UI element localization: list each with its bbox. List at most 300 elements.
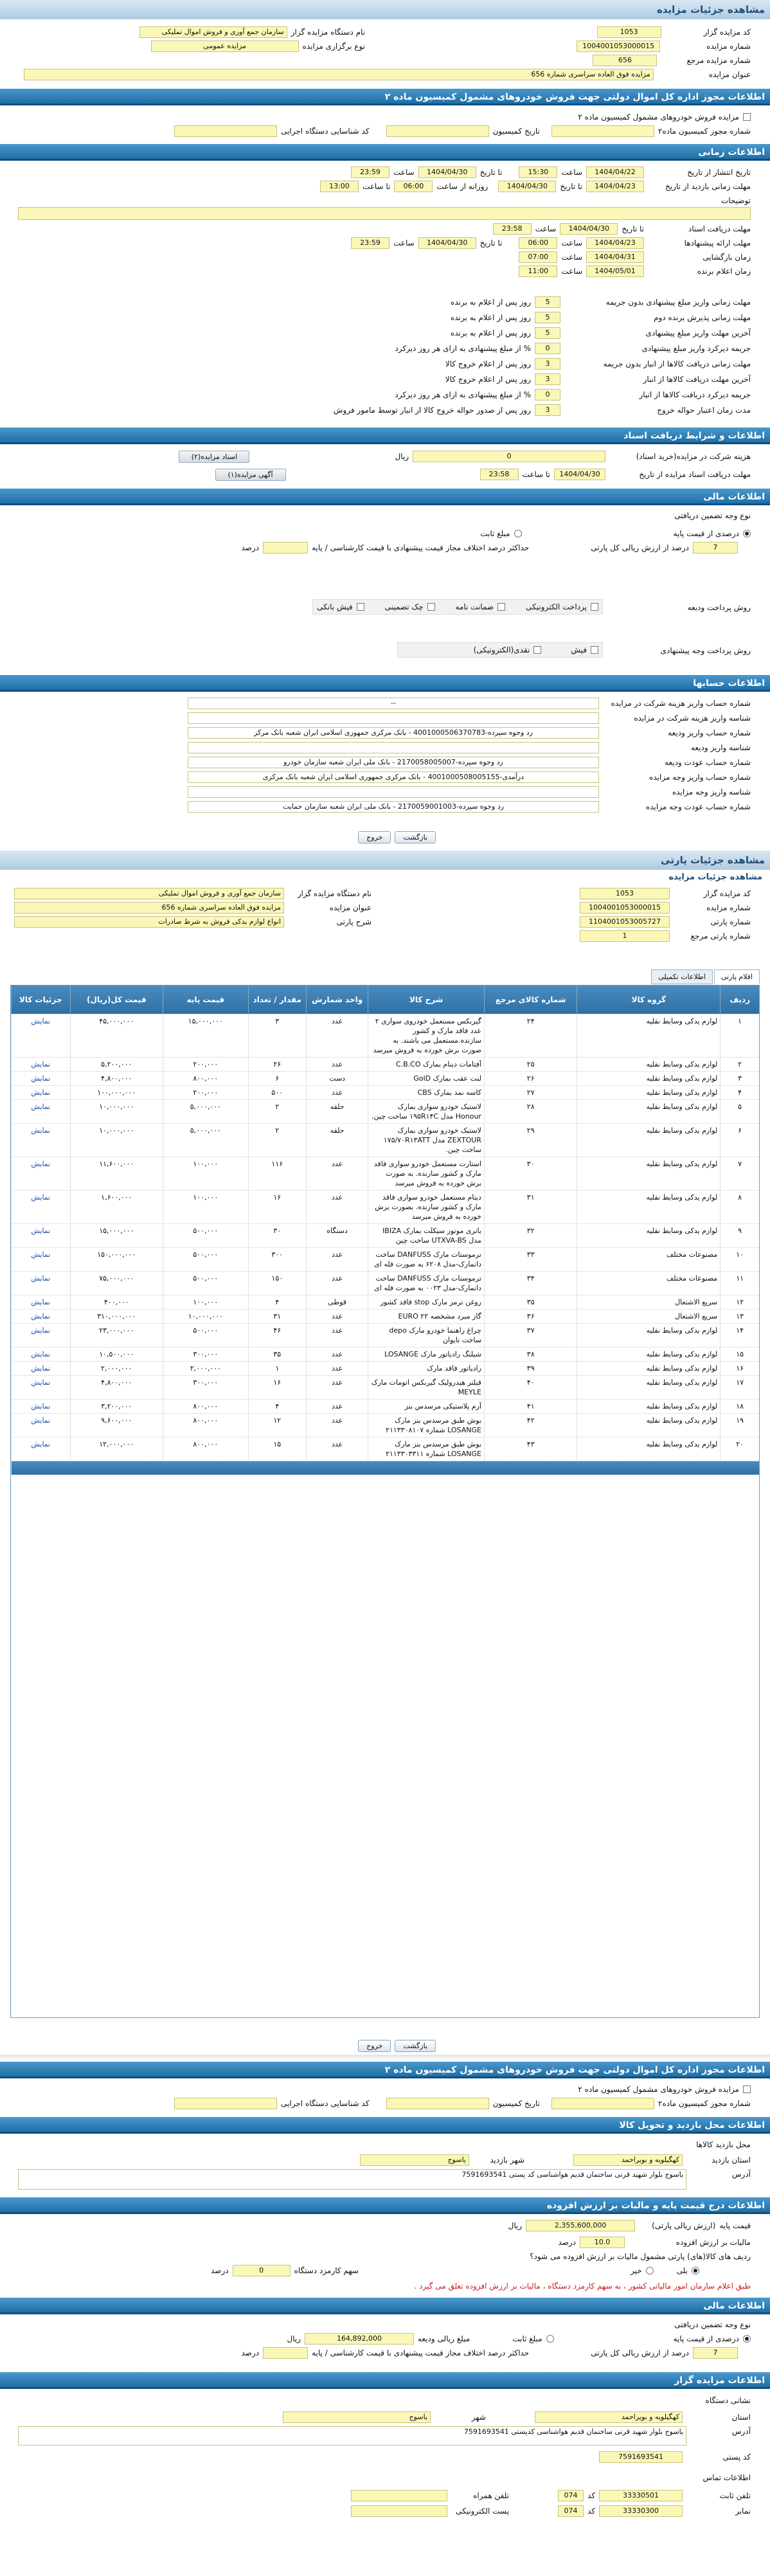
percent-value-field: 7 [693, 542, 738, 554]
table-cell: ۳۰۰,۰۰۰ [163, 1347, 248, 1361]
table-cell: ۴,۸۰۰,۰۰۰ [70, 1375, 163, 1399]
account-value: -- [188, 698, 599, 709]
auction-code-label: کد مزایده گزار [703, 28, 751, 37]
location-province-row [360, 2154, 751, 2166]
table-cell: شیلنگ رادیاتور مارک LOSANGE [368, 1347, 485, 1361]
detail-link[interactable]: نمایش [31, 1274, 51, 1283]
lot-percent-value-field: 7 [693, 2347, 738, 2359]
account-row [108, 800, 751, 813]
license-no-field [551, 125, 654, 137]
tab-lot-items[interactable]: اقلام پارتی [714, 969, 760, 984]
table-cell: ۸۰۰,۰۰۰ [163, 1413, 248, 1437]
postal-field: 7591693541 [599, 2451, 683, 2463]
table-cell: ۲۶ [248, 1057, 306, 1071]
bid-from-field: 1404/04/23 [586, 237, 644, 249]
detail-link[interactable]: نمایش [31, 1226, 51, 1235]
visit-from-field: 1404/04/23 [586, 181, 644, 192]
table-cell: لوازم یدکی وسایط نقلیه [577, 1399, 721, 1413]
announce-time-field: 11:00 [519, 266, 557, 277]
table-cell: ۲ [248, 1099, 306, 1123]
detail-link[interactable]: نمایش [31, 1416, 51, 1425]
account-value: رد وجوه سپرده-2170059001003 - بانک ملی ایران شعبه سازمان حمایت [188, 801, 599, 813]
publish-to-field: 1404/04/30 [418, 167, 476, 178]
open-date-field: 1404/04/31 [586, 251, 644, 263]
table-cell: ۱۵ [721, 1347, 759, 1361]
auction-title-label: عنوان مزایده [708, 70, 751, 79]
lot-license-date-field [386, 2098, 489, 2109]
table-cell: لوازم یدکی وسایط نقلیه [577, 1413, 721, 1437]
announce-label: زمان اعلام برنده [697, 267, 751, 276]
address-field: یاسوج بلوار شهید قرنی ساختمان قدیم هواشناسی کد پستی 7591693541 [18, 2169, 686, 2190]
table-row [12, 1071, 760, 1085]
rule-label: جریمه دیرکرد واریز مبلغ پیشنهادی [641, 344, 751, 353]
items-body [12, 1014, 760, 1475]
lot-title-field: مزایده فوق العاده سراسری شماره 656 [14, 902, 284, 914]
table-cell: عدد [306, 1247, 368, 1271]
rule-label: مهلت زمانی پذیرش برنده دوم [654, 313, 751, 322]
column-header[interactable]: مقدار / تعداد [248, 986, 306, 1014]
detail-link[interactable]: نمایش [31, 1126, 51, 1135]
lot-title-label: عنوان مزایده [329, 903, 372, 912]
table-cell: دستگاه [306, 1223, 368, 1247]
table-cell: عدد [306, 1361, 368, 1375]
lot-number-row [580, 901, 751, 914]
lot-no-row [580, 915, 751, 928]
doc-deadline2-row [215, 468, 751, 481]
table-cell: ۲۹ [484, 1123, 577, 1157]
doc-deadline-label: مهلت دریافت اسناد [688, 224, 751, 233]
lot-license-no-field [551, 2098, 654, 2109]
diff-unit: درصد [241, 543, 260, 552]
column-header[interactable]: جزئیات کالا [12, 986, 71, 1014]
fixed-radio[interactable] [514, 530, 522, 537]
bid-method-slip-checkbox[interactable] [591, 646, 598, 654]
deposit-amount-label: مبلغ ریالی ودیعه [418, 2334, 470, 2343]
publish-label: تاریخ انتشار از تاریخ [687, 168, 751, 177]
commission-sale-checkbox[interactable] [743, 113, 751, 121]
table-row [12, 1413, 760, 1437]
vat-question: ردیف های کالا(های) پارتی مشمول مالیات بر ارزش افزوده می شود؟ [530, 2252, 751, 2261]
doc-deadline-date: 1404/04/30 [560, 223, 618, 235]
contact-city-label: شهر [471, 2413, 486, 2422]
lot-financial-header: اطلاعات مالی [0, 2298, 770, 2314]
table-cell: ۳۹ [484, 1361, 577, 1375]
auction-docs-link[interactable]: اسناد مزایده(۲) [179, 451, 249, 463]
rule-row [172, 296, 751, 309]
table-cell: ۵۰۰,۰۰۰ [163, 1223, 248, 1247]
table-cell: ۸۰۰,۰۰۰ [163, 1437, 248, 1461]
bid-method-slip-label: فیش [571, 645, 587, 654]
lot-exec-id-field [174, 2098, 277, 2109]
table-cell: ۳۵ [248, 1347, 306, 1361]
vat-yes-radio[interactable] [692, 2267, 699, 2274]
license-date-field [386, 125, 489, 137]
table-row [12, 1375, 760, 1399]
lot-exec-id-label: کد شناسایی دستگاه اجرایی [281, 2099, 370, 2108]
table-row [12, 1271, 760, 1295]
publish-row [351, 166, 751, 179]
lot-back-button[interactable]: بازگشت [395, 2040, 436, 2052]
vat-notice-row [414, 2280, 751, 2292]
visit-label: مهلت زمانی بازدید از تاریخ [665, 182, 751, 191]
table-cell: ۴ [721, 1085, 759, 1099]
method-electronic-label: پرداخت الکترونیکی [526, 602, 587, 611]
account-row [108, 726, 751, 739]
rule-row [172, 311, 751, 324]
detail-link[interactable]: نمایش [31, 1439, 51, 1448]
table-cell: عدد [306, 1271, 368, 1295]
open-row [519, 251, 751, 264]
exit-button[interactable]: خروج [358, 831, 391, 843]
table-cell: لوازم یدکی وسایط نقلیه [577, 1071, 721, 1085]
bid-method-cash-checkbox[interactable] [533, 646, 541, 654]
detail-link[interactable]: نمایش [31, 1088, 51, 1097]
table-cell: حلقه [306, 1099, 368, 1123]
account-row [108, 771, 751, 784]
items-header-row [12, 986, 760, 1014]
publish-time-label: ساعت [561, 168, 582, 177]
auction-type-label: نوع برگزاری مزایده [302, 42, 365, 51]
doc-deadline2-date: 1404/04/30 [554, 469, 605, 480]
table-cell: ۳۲ [484, 1223, 577, 1247]
table-cell: ۱۶ [721, 1361, 759, 1375]
table-cell: ۱۵۰,۰۰۰,۰۰۰ [70, 1247, 163, 1271]
deposit-methods-group [312, 599, 603, 615]
phone-code-label: کد [587, 2491, 595, 2500]
doc-deadline2-time-label: تا ساعت [522, 470, 550, 479]
detail-link[interactable]: نمایش [31, 1378, 51, 1387]
method-electronic-checkbox[interactable] [591, 603, 598, 611]
page-title: مشاهده جزئیات مزایده [0, 0, 770, 19]
auction-number-row [577, 40, 751, 53]
lot-device-label: نام دستگاه مزایده گزار [297, 889, 372, 898]
table-cell: ۲,۰۰۰,۰۰۰ [70, 1361, 163, 1375]
rules-list [172, 296, 751, 419]
table-cell: ۱۲ [721, 1295, 759, 1309]
rule-row [172, 357, 751, 370]
table-cell: سریع الاشتعال [577, 1309, 721, 1323]
detail-link[interactable]: نمایش [31, 1250, 51, 1259]
bid-to-time-field: 23:59 [351, 237, 389, 249]
deposit-methods-row [622, 601, 751, 614]
open-time-field: 07:00 [519, 251, 557, 263]
table-cell: لنت عقب بمارک GolD [368, 1071, 485, 1085]
table-cell: ۱۰۰,۰۰۰ [163, 1157, 248, 1190]
device-name-row [139, 26, 365, 39]
contact-address-row [686, 2425, 751, 2438]
column-header[interactable]: شرح کالا [368, 986, 485, 1014]
mobile-field [351, 2490, 447, 2501]
email-field [351, 2505, 447, 2517]
rule-suffix: روز پس از اعلام خروج کالا [445, 359, 531, 368]
deposit-type-title-row [674, 509, 751, 522]
lot-exit-button[interactable]: خروج [358, 2040, 391, 2052]
detail-link[interactable]: نمایش [31, 1401, 51, 1410]
bid-methods-group [397, 642, 603, 658]
location-title-row [696, 2138, 751, 2151]
table-cell: لوازم یدکی وسایط نقلیه [577, 1123, 721, 1157]
table-cell: ۱۰,۵۰۰,۰۰۰ [70, 1347, 163, 1361]
base-price-unit: ریال [508, 2221, 523, 2230]
panel2-buttons [358, 2039, 436, 2052]
vat-row [558, 2236, 751, 2249]
table-row [12, 1323, 760, 1347]
detail-link[interactable]: نمایش [31, 1364, 51, 1373]
location-header: اطلاعات محل بازدید و تحویل کالا [0, 2117, 770, 2134]
auction-code-row [597, 26, 751, 39]
fax-code-label: کد [587, 2507, 595, 2516]
table-cell: ۴۰۰,۰۰۰ [70, 1295, 163, 1309]
postal-label: کد پستی [722, 2453, 751, 2462]
auction-code-field: 1053 [597, 26, 661, 38]
percent-suffix: درصد از ارزش ریالی کل پارتی [591, 543, 689, 552]
table-cell: عدد [306, 1157, 368, 1190]
lot-percent-suffix: درصد از ارزش ریالی کل پارتی [591, 2348, 689, 2357]
account-label: شماره حساب واریز ودیعه [668, 728, 751, 737]
table-cell: باتری موتور سیکلت بمارک IBIZA مدل UTXVA-BS ساخت چین [368, 1223, 485, 1247]
device-address-label: نشانی دستگاه [705, 2396, 751, 2405]
rule-row [172, 404, 751, 417]
exec-id-field [174, 125, 277, 137]
table-cell: لوازم یدکی وسایط نقلیه [577, 1323, 721, 1347]
device-name-label: نام دستگاه مزایده گزار [291, 28, 365, 37]
doc-deadline2-label: مهلت دریافت اسناد مزایده از تاریخ [639, 470, 751, 479]
publish-to-label: تا تاریخ [479, 168, 503, 177]
table-cell: ۱ [248, 1361, 306, 1375]
table-cell: لوازم یدکی وسایط نقلیه [577, 1375, 721, 1399]
table-row [12, 1014, 760, 1057]
lot-fixed-radio[interactable] [546, 2335, 554, 2343]
method-guarantee-checkbox[interactable] [497, 603, 505, 611]
detail-link[interactable]: نمایش [31, 1311, 51, 1320]
table-cell: ۱۹ [721, 1413, 759, 1437]
doc-fee-unit: ریال [395, 452, 409, 461]
table-cell: ۳۸ [484, 1347, 577, 1361]
accounts-header: اطلاعات حسابها [0, 675, 770, 692]
lot-commission-header: اطلاعات مجوز اداره کل اموال دولتی جهت فروش خودروهای مشمول کمیسیون ماده ۲ [0, 2062, 770, 2078]
table-cell: ۱۵,۰۰۰,۰۰۰ [70, 1223, 163, 1247]
detail-link[interactable]: نمایش [31, 1074, 51, 1083]
auction-ref-field: 656 [593, 55, 657, 66]
province-label: استان بازدید [711, 2156, 751, 2165]
table-row [12, 1157, 760, 1190]
table-cell: ۴ [248, 1295, 306, 1309]
diff-field [263, 542, 308, 554]
table-cell: بوش طبق مرسدس بنز مارک LOSANGE شماره ۲۱۱۳۳۰۸۱۰۷ [368, 1413, 485, 1437]
table-cell: ۱۵,۰۰۰,۰۰۰ [163, 1014, 248, 1057]
table-cell: ۲۵ [484, 1057, 577, 1071]
column-header[interactable]: قیمت پایه [163, 986, 248, 1014]
table-cell: ۴۶ [248, 1323, 306, 1347]
fax-row [351, 2505, 751, 2517]
table-cell: ۱ [721, 1014, 759, 1057]
table-cell: ۱۰۰,۰۰۰,۰۰۰ [70, 1085, 163, 1099]
table-cell: گیربکس مستعمل خودروی سواری ۲ عدد فاقد مارک و کشور سازنده.مستعمل می باشند. به صورت برش خورده به فروش میرسد [368, 1014, 485, 1057]
detail-link[interactable]: نمایش [31, 1102, 51, 1111]
lot-desc-label: شرح پارتی [336, 917, 372, 926]
table-cell: عدد [306, 1437, 368, 1461]
doc-fee-field: 0 [413, 451, 605, 462]
table-row [12, 1437, 760, 1461]
column-header[interactable]: ردیف [721, 986, 759, 1014]
tab-extra-info[interactable]: اطلاعات تکمیلی [651, 969, 713, 984]
rule-label: آخرین مهلت دریافت کالاها از انبار [643, 375, 751, 384]
rule-suffix: روز پس از اعلام به برنده [451, 298, 531, 307]
lot-fixed-label: مبلغ ثابت [512, 2334, 542, 2343]
table-cell: ۷ [721, 1157, 759, 1190]
license-date-label: تاریخ کمیسیون [492, 127, 540, 136]
column-header[interactable]: قیمت کل(ریال) [70, 986, 163, 1014]
contact-province-field: کهگیلویه و بویراحمد [535, 2411, 683, 2423]
fax-field: 33330300 [599, 2505, 683, 2517]
announce-date-field: 1404/05/01 [586, 266, 644, 277]
table-cell: ۴۱ [484, 1399, 577, 1413]
contact-address-field: یاسوج بلوار شهید قرنی ساختمان قدیم هواشناسی کدپستی 7591693541 [18, 2426, 686, 2445]
lot-diff-unit: درصد [241, 2348, 260, 2357]
lot-ref-field: 1 [580, 930, 670, 942]
table-cell: عدد [306, 1309, 368, 1323]
table-cell: ۲۰ [721, 1437, 759, 1461]
method-check-checkbox[interactable] [427, 603, 435, 611]
location-address-row [686, 2168, 751, 2181]
column-header[interactable]: شماره کالای مرجع [484, 986, 577, 1014]
rule-value: 5 [535, 327, 560, 339]
method-bank-checkbox[interactable] [357, 603, 364, 611]
rule-suffix: روز پس از صدور حواله خروج کالا از انبار توسط مامور فروش [333, 406, 531, 415]
lot-deposit-title-row [674, 2318, 751, 2331]
bid-methods-label: روش پرداخت وجه پیشنهادی [660, 646, 751, 655]
auction-ref-label: شماره مزایده مرجع [686, 56, 751, 65]
table-row [12, 1057, 760, 1071]
table-cell: ۳۰ [484, 1157, 577, 1190]
table-cell: ۱۷ [721, 1375, 759, 1399]
account-row [108, 741, 751, 754]
table-cell: ۵ [721, 1099, 759, 1123]
detail-link[interactable]: نمایش [31, 1326, 51, 1335]
table-cell: رادیاتور فاقد مارک [368, 1361, 485, 1375]
table-cell: لوازم یدکی وسایط نقلیه [577, 1190, 721, 1223]
description-field [18, 207, 751, 220]
lot-commission-checkbox[interactable] [743, 2085, 751, 2093]
auction-notice-link[interactable]: آگهی مزایده(۱) [215, 469, 286, 481]
detail-link[interactable]: نمایش [31, 1349, 51, 1358]
table-cell: ۲۶ [484, 1071, 577, 1085]
table-cell: ۵۰۰,۰۰۰ [163, 1247, 248, 1271]
table-cell: ۳ [248, 1014, 306, 1057]
table-cell: لوازم یدکی وسایط نقلیه [577, 1347, 721, 1361]
phone-label: تلفن ثابت [719, 2491, 751, 2500]
bid-to-label: تا تاریخ [479, 239, 503, 248]
city-field: یاسوج [360, 2154, 469, 2166]
description-row [721, 194, 751, 207]
device-address-title-row [706, 2394, 751, 2407]
table-cell: ۶ [248, 1071, 306, 1085]
fee-label: سهم کارمزد دستگاه [294, 2266, 359, 2275]
rule-label: جریمه دیرکرد دریافت کالاها از انبار [639, 390, 751, 399]
lot-percent-label: درصدی از قیمت پایه [673, 2334, 739, 2343]
table-cell: ۳۱۰,۰۰۰,۰۰۰ [70, 1309, 163, 1323]
commission-check-row [578, 111, 751, 123]
lot-desc-row [14, 915, 372, 928]
lot-device-field: سازمان جمع آوری و فروش اموال تملیکی [14, 888, 284, 899]
doc-deadline-row [493, 222, 751, 235]
auction-number-label: شماره مزایده [706, 42, 751, 51]
auction-ref-row [593, 54, 751, 67]
table-cell: ۵۰۰,۰۰۰ [163, 1271, 248, 1295]
detail-link[interactable]: نمایش [31, 1297, 51, 1306]
lot-diff-field [263, 2347, 308, 2359]
commission-license-row [174, 125, 751, 138]
rule-row [172, 388, 751, 401]
account-value: رد وجوه سپرده-2170058005007 - بانک ملی ایران شعبه سازمان خودرو [188, 757, 599, 768]
contact-city-field: یاسوج [283, 2411, 431, 2423]
accounts-list [108, 697, 751, 815]
lot-percent-radio[interactable] [743, 2335, 751, 2343]
financial-header: اطلاعات مالی [0, 489, 770, 505]
table-footer [12, 1461, 760, 1475]
table-cell: ۴,۸۰۰,۰۰۰ [70, 1071, 163, 1085]
percent-value-row [241, 541, 751, 554]
bid-to-field: 1404/04/30 [418, 237, 476, 249]
commission-sale-label: مزایده فروش خودروهای مشمول کمیسیون ماده ۲ [578, 113, 739, 122]
percent-radio[interactable] [743, 530, 751, 537]
column-header[interactable]: واحد شمارش [306, 986, 368, 1014]
lot-number-label: شماره مزایده [706, 903, 751, 912]
table-cell: ۴ [248, 1399, 306, 1413]
publish-time-field: 15:30 [519, 167, 557, 178]
table-cell: ۳ [721, 1071, 759, 1085]
column-header[interactable]: گروه کالا [577, 986, 721, 1014]
detail-link[interactable]: نمایش [31, 1059, 51, 1068]
table-cell: آرم پلاستیکی مرسدس بنز [368, 1399, 485, 1413]
bid-methods-row [622, 644, 751, 657]
table-cell: ۲ [721, 1057, 759, 1071]
email-label: پست الکترونیکی [456, 2507, 509, 2516]
base-price-field: 2,355,600,000 [526, 2220, 635, 2231]
back-button[interactable]: بازگشت [395, 831, 436, 843]
account-value [188, 742, 599, 753]
deposit-type-row [480, 527, 751, 540]
table-cell: ترموستات مارک DANFUSS ساخت دانمارک-مدل ۶۲۰۸ به صورت فله ای [368, 1247, 485, 1271]
daily-label: روزانه از ساعت [436, 182, 488, 191]
table-cell: عدد [306, 1057, 368, 1071]
table-cell: عدد [306, 1347, 368, 1361]
deposit-amount-unit: ریال [287, 2334, 301, 2343]
table-cell: مصنوعات مختلف [577, 1247, 721, 1271]
table-cell: عدد [306, 1399, 368, 1413]
table-row [12, 1399, 760, 1413]
detail-link[interactable]: نمایش [31, 1159, 51, 1168]
table-cell: لاستیک خودرو سواری بمارک Honour مدل ۱۹۵R۱۴C ساخت چین. [368, 1099, 485, 1123]
rule-suffix: روز پس از اعلام به برنده [451, 329, 531, 338]
table-cell: ۲ [248, 1123, 306, 1157]
vat-question-row [530, 2250, 751, 2263]
table-cell: عدد [306, 1085, 368, 1099]
table-cell: ۳۰ [248, 1223, 306, 1247]
table-cell: ۵۰۰ [248, 1085, 306, 1099]
table-cell: ۸ [721, 1190, 759, 1223]
table-cell: لوازم یدکی وسایط نقلیه [577, 1223, 721, 1247]
vat-no-radio[interactable] [646, 2267, 654, 2274]
detail-link[interactable]: نمایش [31, 1016, 51, 1025]
table-row [12, 1361, 760, 1375]
account-label: شناسه واریز هزینه شرکت در مزایده [634, 714, 751, 723]
diff-label: حداکثر درصد اختلاف مجاز قیمت پیشنهادی با قیمت کارشناسی / پایه [312, 543, 530, 552]
table-row [12, 1085, 760, 1099]
table-cell: ۳۳ [484, 1247, 577, 1271]
detail-link[interactable]: نمایش [31, 1193, 51, 1202]
table-cell: لاستیک خودرو سواری بمارک ZEXTOUR مدل ۱۷۵/۷۰R۱۳ATT ساخت چین. [368, 1123, 485, 1157]
